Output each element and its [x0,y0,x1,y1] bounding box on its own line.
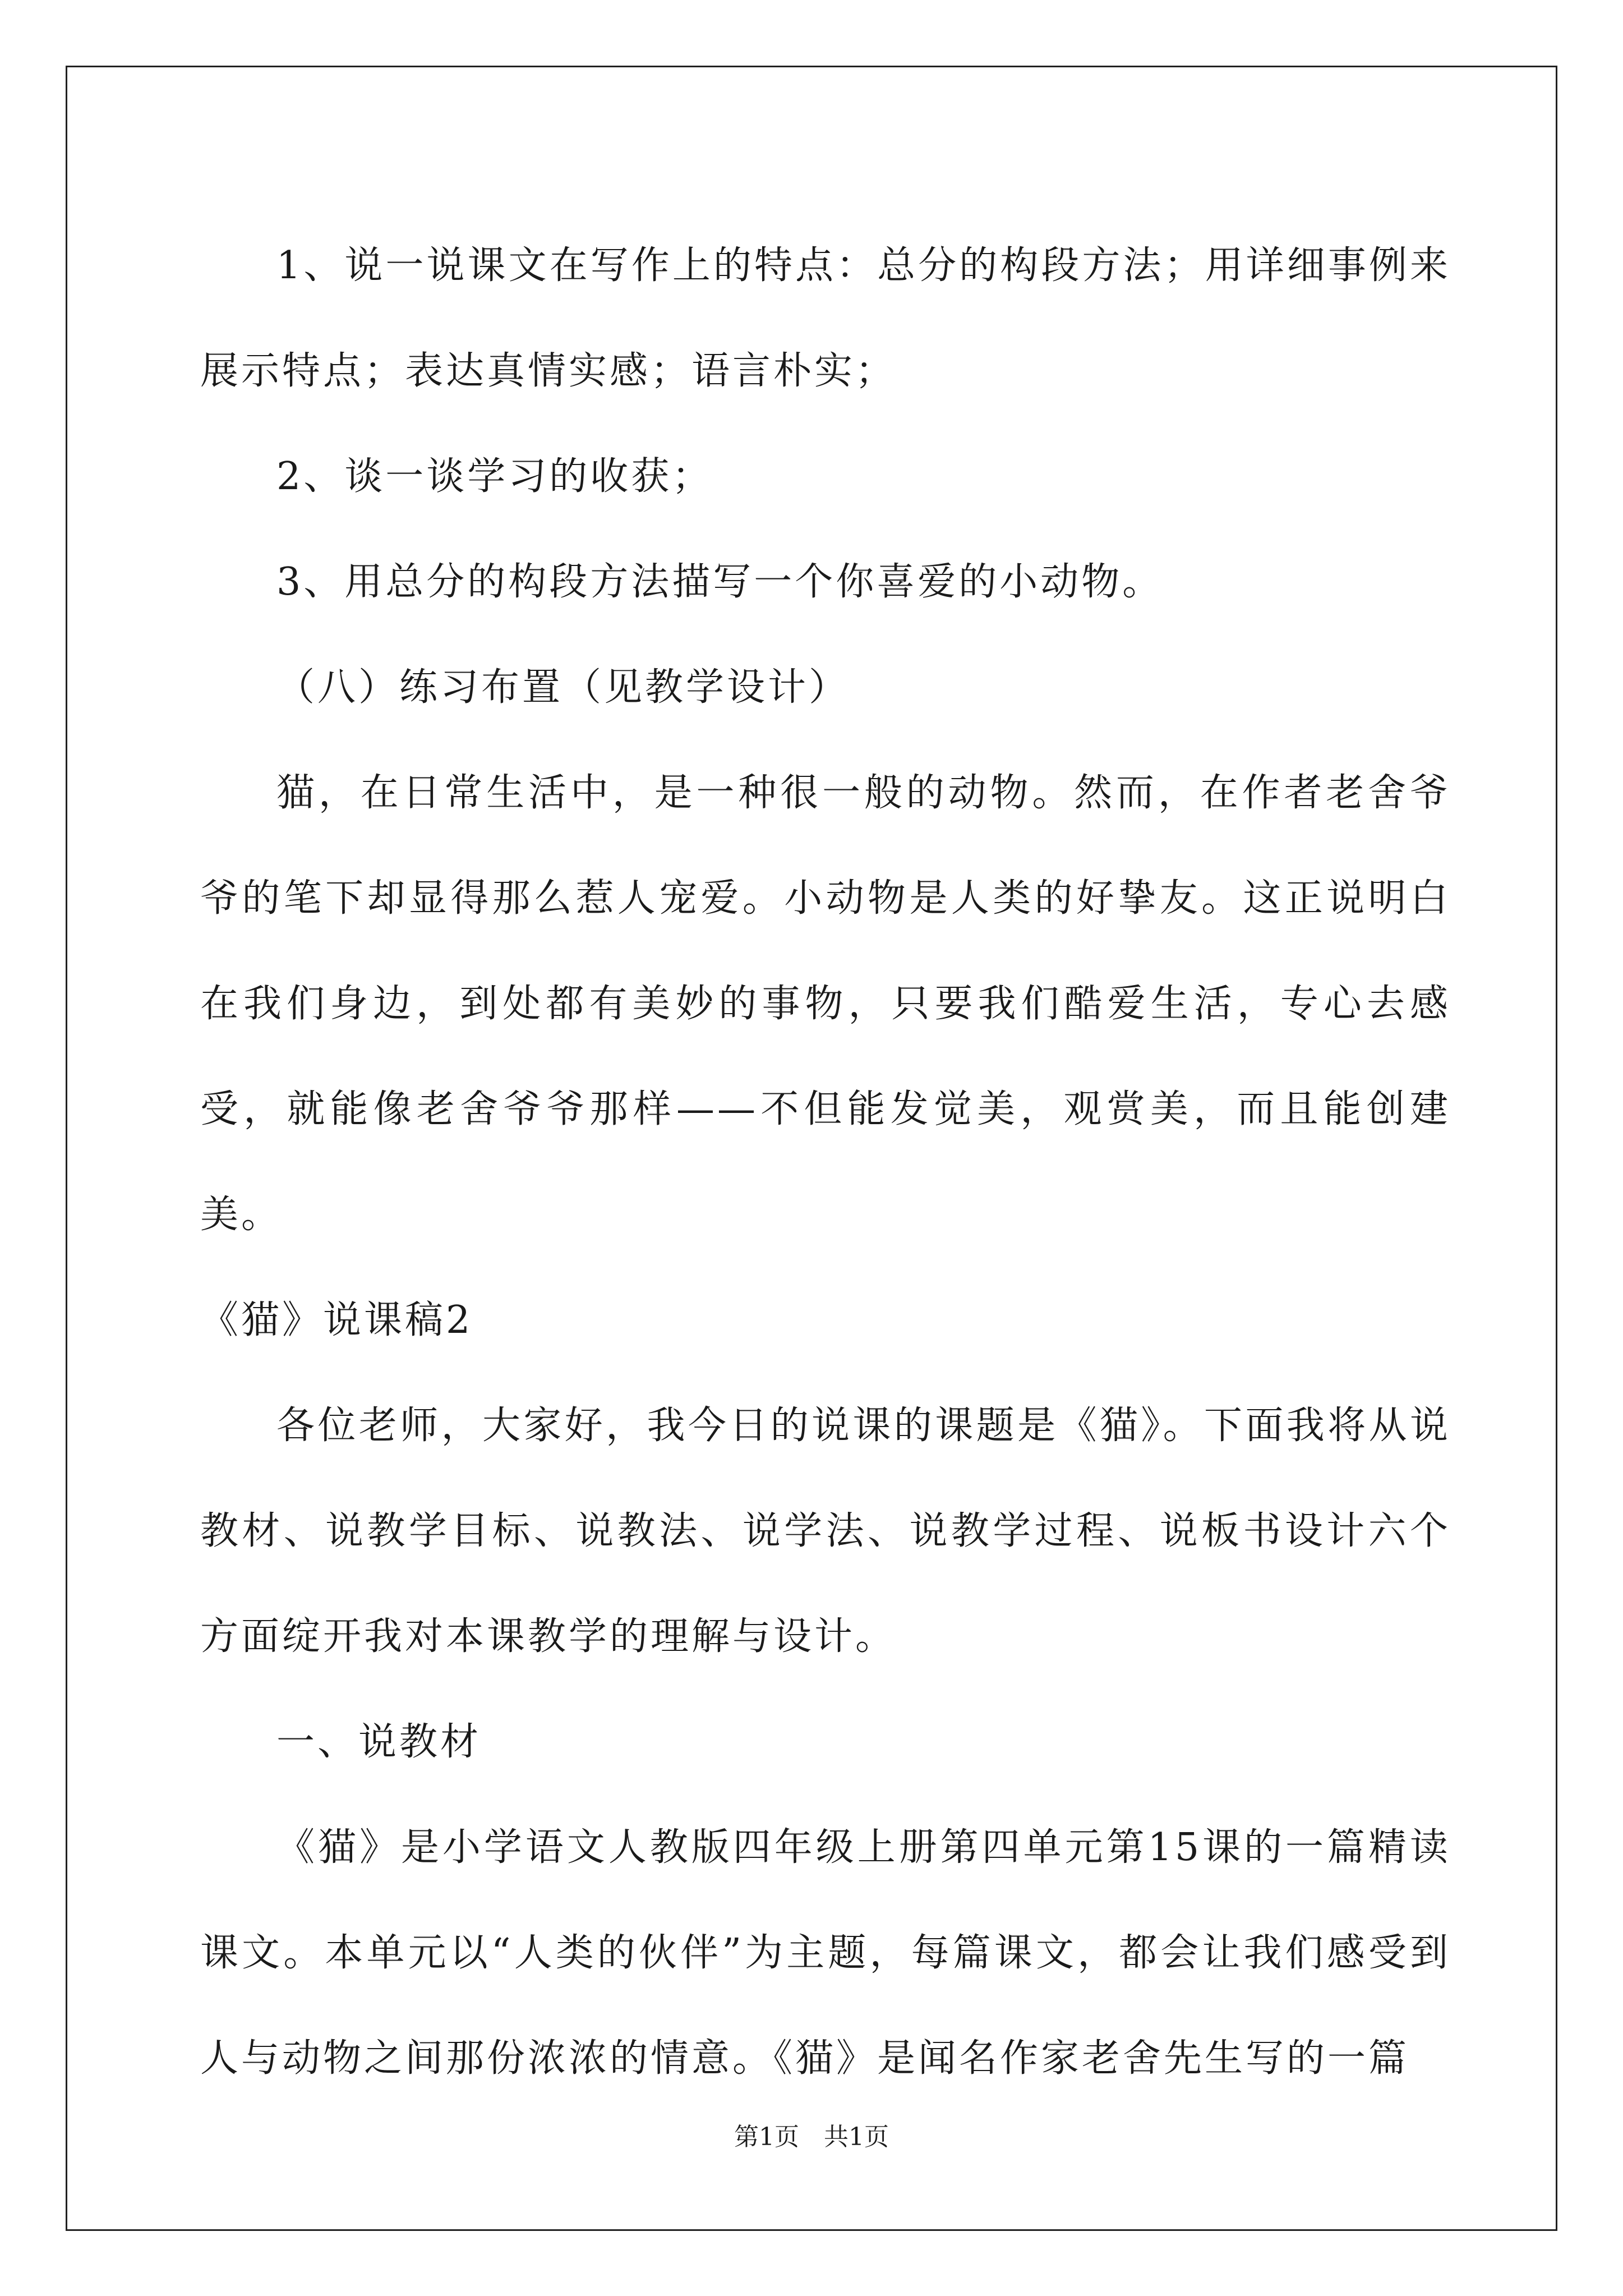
section-title: 《猫》说课稿2 [200,1298,473,1342]
paragraph-exercise-assignment: （八）练习布置（见教学设计） [276,665,850,710]
subheading-textbook: 一、说教材 [276,1720,482,1764]
paragraph-describe-animal: 3、用总分的构段方法描写一个你喜爱的小动物。 [276,560,1164,604]
paragraph-textbook-description: 《猫》是小学语文人教版四年级上册第四单元第15课的一篇精读课文。本单元以“人类的伙伴”为主题，每篇课文，都会让我们感受到人与动物之间那份浓浓的情意。《猫》是闻名作家老舍先生写的一篇 [200,1825,1451,2081]
paragraph-introduction: 各位老师，大家好，我今日的说课的课题是《猫》。下面我将从说教材、说教学目标、说教法、说学法、说教学过程、说板书设计六个方面绽开我对本课教学的理解与设计。 [200,1404,1451,1659]
page-number-footer: 第1页 共1页 [734,2123,889,2151]
paragraph-writing-features: 1、说一说课文在写作上的特点：总分的构段方法；用详细事例来展示特点；表达真情实感；语言朴实； [200,243,1451,393]
document-body [200,213,1451,2111]
paragraph-learning-gains: 2、谈一谈学习的收获； [276,454,713,499]
paragraph-summary: 猫，在日常生活中，是一种很一般的动物。然而，在作者老舍爷爷的笔下却显得那么惹人宠爱。小动物是人类的好挚友。这正说明白在我们身边，到处都有美妙的事物，只要我们酷爱生活，专心去感受，就能像老舍爷爷那样——不但能发觉美，观赏美，而且能创建美。 [200,771,1451,1237]
